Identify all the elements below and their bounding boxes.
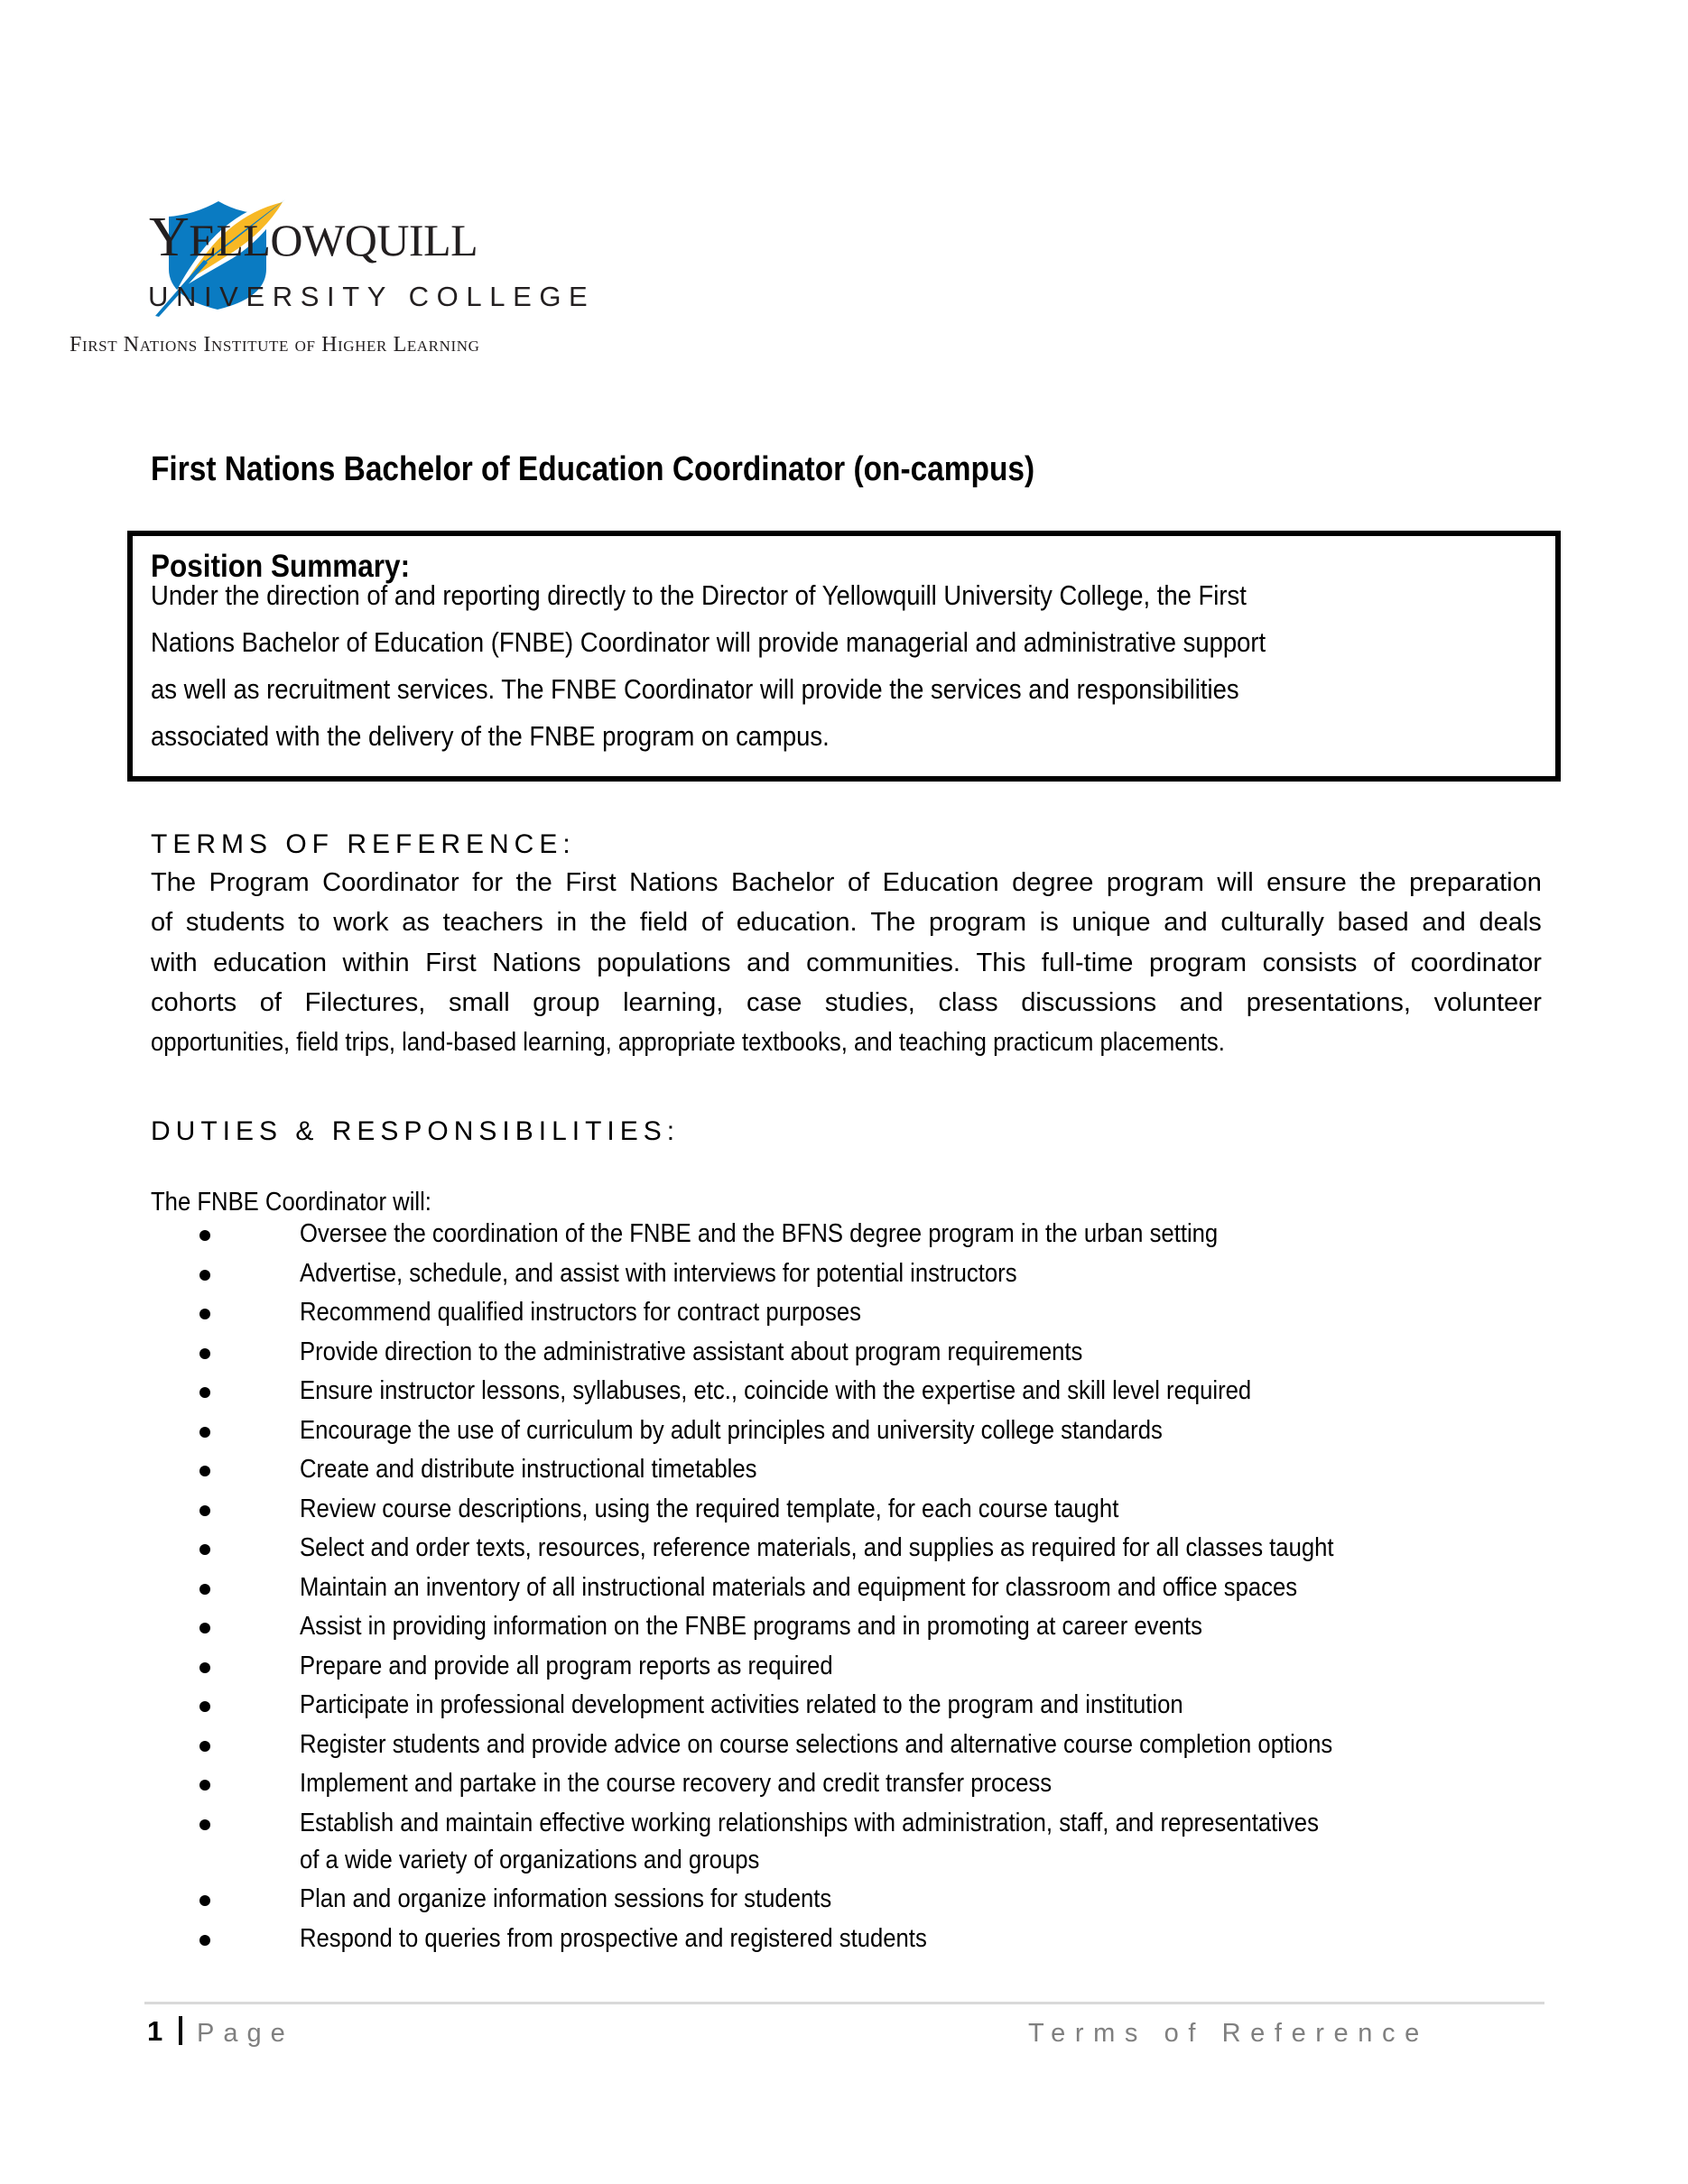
- word: First: [565, 868, 617, 897]
- bullet-icon: [199, 1505, 210, 1516]
- word: Filectures,: [304, 988, 426, 1017]
- terms-paragraph-line-text: [151, 987, 1542, 1018]
- footer-separator: [179, 2016, 182, 2045]
- word: studies,: [824, 988, 915, 1017]
- document-title-text: First Nations Bachelor of Education Coordinator (on-campus): [151, 450, 1035, 488]
- word: case: [747, 988, 802, 1017]
- word: is: [1039, 908, 1059, 937]
- terms-paragraph-line-text: [151, 907, 1542, 938]
- bullet-icon: [199, 1544, 210, 1555]
- word: deals: [1479, 908, 1542, 937]
- bullet-icon: [199, 1230, 210, 1241]
- word: within: [342, 949, 410, 977]
- bullet-icon: [199, 1427, 210, 1438]
- bullet-icon: [199, 1348, 210, 1359]
- word: communities.: [806, 949, 960, 977]
- position-summary-line-text: as well as recruitment services. The FNBE Coordinator will provide the services and responsibilities: [151, 673, 1239, 705]
- duty-item: [300, 1375, 1375, 1406]
- word: degree: [1012, 868, 1094, 897]
- bullet-icon: [199, 1935, 210, 1946]
- terms-paragraph-line: [151, 987, 1542, 1018]
- duty-item: [300, 1532, 1468, 1563]
- duty-item-text: Encourage the use of curriculum by adult principles and university college standards: [300, 1415, 1163, 1445]
- bullet-icon: [199, 1780, 210, 1791]
- word: Coordinator: [322, 868, 459, 897]
- duty-item-text: Review course descriptions, using the required template, for each course taught: [300, 1494, 1119, 1523]
- word: the: [515, 868, 552, 897]
- duty-item-text: Register students and provide advice on course selections and alternative course completion options: [300, 1729, 1333, 1759]
- word: of: [259, 988, 282, 1017]
- word: full-time: [1041, 949, 1134, 977]
- word: program: [1106, 868, 1204, 897]
- duties-heading: DUTIES & RESPONSIBILITIES:: [151, 1116, 681, 1146]
- position-summary-line: [151, 673, 1380, 706]
- duty-item-text: Prepare and provide all program reports as required: [300, 1651, 833, 1680]
- duty-item: [300, 1923, 1008, 1954]
- bullet-icon: [199, 1623, 210, 1633]
- footer-page-label: Page: [197, 2019, 294, 2048]
- word: and: [1164, 908, 1208, 937]
- duty-item-continuation: [300, 1845, 820, 1875]
- duty-item-text: Establish and maintain effective working relationships with administration, staff, and representatives: [300, 1808, 1319, 1837]
- duty-item: [300, 1494, 1225, 1524]
- position-summary-line-text: Nations Bachelor of Education (FNBE) Coordinator will provide managerial and administrative support: [151, 626, 1266, 658]
- word: coordinator: [1410, 949, 1542, 977]
- terms-paragraph-line: [151, 948, 1542, 978]
- terms-paragraph-line: [151, 907, 1542, 938]
- position-summary-line: [151, 626, 1411, 659]
- word: and: [1179, 988, 1224, 1017]
- duty-item: [300, 1729, 1467, 1760]
- bullet-icon: [199, 1270, 210, 1281]
- word: Bachelor: [730, 868, 835, 897]
- word: discussions: [1021, 988, 1157, 1017]
- bullet-icon: [199, 1466, 210, 1476]
- duty-item-text: Assist in providing information on the FNBE programs and in promoting at career events: [300, 1612, 1203, 1641]
- duty-item-text: Participate in professional development activities related to the program and institution: [300, 1690, 1183, 1719]
- duties-intro-text: The FNBE Coordinator will:: [151, 1188, 431, 1217]
- bullet-icon: [199, 1309, 210, 1319]
- word: program: [1149, 949, 1247, 977]
- bullet-icon: [199, 1387, 210, 1398]
- word: the: [589, 908, 627, 937]
- duty-item-text: Implement and partake in the course recovery and credit transfer process: [300, 1769, 1053, 1798]
- word: The: [151, 868, 196, 897]
- duty-item-text: Respond to queries from prospective and registered students: [300, 1923, 927, 1953]
- duty-item: [300, 1883, 901, 1914]
- word: teachers: [442, 908, 543, 937]
- duty-item: [300, 1572, 1427, 1603]
- word: the: [1359, 868, 1396, 897]
- position-summary-line-text: Under the direction of and reporting directly to the Director of Yellowquill University College, the First: [151, 579, 1247, 611]
- duty-item: [300, 1689, 1298, 1720]
- terms-paragraph-line-text: [151, 867, 1542, 898]
- terms-paragraph-line: [151, 1027, 1364, 1058]
- duty-item-text: Maintain an inventory of all instructional materials and equipment for classroom and office spaces: [300, 1572, 1298, 1602]
- duty-item: [300, 1611, 1320, 1642]
- word: of: [847, 868, 870, 897]
- word: volunteer: [1433, 988, 1542, 1017]
- duty-item-text: of a wide variety of organizations and groups: [300, 1845, 760, 1874]
- document-title: [151, 449, 1155, 489]
- duties-intro: [151, 1187, 468, 1217]
- terms-paragraph-line: [151, 867, 1542, 898]
- word: ensure: [1266, 868, 1347, 897]
- word: with: [151, 949, 198, 977]
- word: unique: [1071, 908, 1151, 937]
- duty-item: [300, 1297, 934, 1328]
- word: presentations,: [1246, 988, 1411, 1017]
- word: education: [213, 949, 327, 977]
- word: The: [870, 908, 916, 937]
- duty-item: [300, 1415, 1275, 1446]
- bullet-icon: [199, 1584, 210, 1595]
- word: as: [402, 908, 430, 937]
- word: work: [333, 908, 389, 937]
- terms-paragraph-line-text: opportunities, field trips, land-based learning, appropriate textbooks, and teaching practicum placements.: [151, 1028, 1225, 1057]
- word: will: [1217, 868, 1254, 897]
- duty-item-text: Provide direction to the administrative assistant about program requirements: [300, 1337, 1083, 1366]
- word: education.: [736, 908, 858, 937]
- duty-item-text: Create and distribute instructional timetables: [300, 1455, 757, 1484]
- word: to: [298, 908, 320, 937]
- word: of: [700, 908, 724, 937]
- word: class: [938, 988, 998, 1017]
- terms-of-reference-heading: TERMS OF REFERENCE:: [151, 829, 576, 859]
- logo-wordmark-initial: Y: [149, 207, 190, 268]
- word: students: [185, 908, 285, 937]
- duty-item: [300, 1337, 1184, 1367]
- bullet-icon: [199, 1741, 210, 1752]
- position-summary-line: [151, 579, 1389, 612]
- duty-item: [300, 1768, 1149, 1799]
- word: based: [1337, 908, 1409, 937]
- word: Nations: [629, 868, 719, 897]
- duty-item: [300, 1651, 902, 1681]
- word: Education: [882, 868, 999, 897]
- footer-page-number: 1: [147, 2015, 163, 2047]
- logo-tagline: First Nations Institute of Higher Learning: [70, 333, 480, 356]
- position-summary-line-text: associated with the delivery of the FNBE program on campus.: [151, 720, 830, 752]
- logo-wordmark: [149, 209, 478, 268]
- logo-wordmark-rest: ELLOWQUILL: [189, 215, 478, 265]
- word: for: [472, 868, 504, 897]
- word: of: [151, 908, 173, 937]
- word: populations: [597, 949, 731, 977]
- duty-item-text: Select and order texts, resources, reference materials, and supplies as required for all classes taught: [300, 1533, 1334, 1562]
- footer-divider: [144, 2002, 1544, 2004]
- duty-item-text: Ensure instructor lessons, syllabuses, etc., coincide with the expertise and skill level required: [300, 1376, 1252, 1405]
- word: Program: [209, 868, 310, 897]
- word: in: [556, 908, 578, 937]
- bullet-icon: [199, 1895, 210, 1906]
- word: culturally: [1220, 908, 1324, 937]
- word: learning,: [623, 988, 724, 1017]
- bullet-icon: [199, 1662, 210, 1673]
- footer-document-label: Terms of Reference: [1028, 2019, 1429, 2048]
- bullet-icon: [199, 1819, 210, 1830]
- word: preparation: [1409, 868, 1542, 897]
- word: program: [929, 908, 1027, 937]
- word: small: [448, 988, 510, 1017]
- duty-item-text: Plan and organize information sessions for students: [300, 1884, 832, 1913]
- word: First: [425, 949, 477, 977]
- position-summary-line: [151, 720, 917, 753]
- logo-subtitle: UNIVERSITY COLLEGE: [148, 281, 596, 312]
- word: cohorts: [151, 988, 237, 1017]
- word: of: [1372, 949, 1396, 977]
- word: field: [639, 908, 689, 937]
- duty-item-text: Oversee the coordination of the FNBE and the BFNS degree program in the urban setting: [300, 1219, 1219, 1248]
- duty-item: [300, 1218, 1337, 1249]
- word: Nations: [492, 949, 581, 977]
- word: This: [976, 949, 1026, 977]
- word: and: [747, 949, 791, 977]
- word: and: [1422, 908, 1466, 937]
- duty-item-text: Recommend qualified instructors for contract purposes: [300, 1298, 861, 1327]
- bullet-icon: [199, 1701, 210, 1712]
- position-summary-heading-text: Position Summary:: [151, 549, 411, 584]
- duty-item: [300, 1258, 1110, 1289]
- word: consists: [1262, 949, 1358, 977]
- duty-item: [300, 1808, 1451, 1838]
- duty-item-text: Advertise, schedule, and assist with interviews for potential instructors: [300, 1258, 1017, 1288]
- word: group: [533, 988, 600, 1017]
- terms-paragraph-line-text: [151, 948, 1542, 978]
- duty-item: [300, 1454, 816, 1485]
